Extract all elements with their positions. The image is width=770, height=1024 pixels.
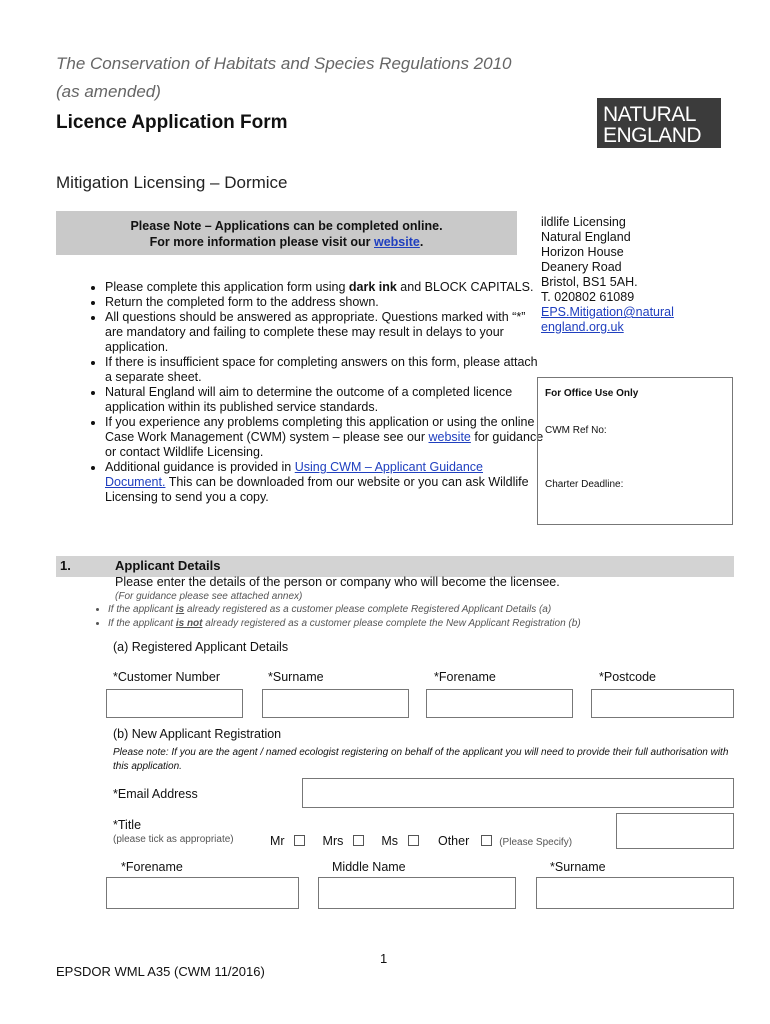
- address-line: ildlife Licensing: [541, 215, 626, 229]
- other-checkbox[interactable]: [481, 835, 492, 846]
- logo-line-1: NATURAL: [603, 103, 696, 126]
- list-item: • Return the completed form to the address shown.: [105, 295, 545, 310]
- middle-name-input[interactable]: [318, 877, 516, 909]
- new-forename-input[interactable]: [106, 877, 299, 909]
- customer-number-label: *Customer Number: [113, 670, 220, 684]
- registered-applicant-heading: (a) Registered Applicant Details: [113, 640, 289, 654]
- office-use-title: For Office Use Only: [545, 388, 639, 399]
- natural-england-logo: [597, 98, 721, 148]
- regulation-amended: (as amended): [56, 82, 161, 101]
- please-specify-label: (Please Specify): [499, 837, 573, 848]
- mr-checkbox[interactable]: [294, 835, 305, 846]
- list-item: • Natural England will aim to determine the outcome of a completed licence application within its published service standards.: [105, 385, 545, 415]
- form-code: EPSDOR WML A35 (CWM 11/2016): [56, 964, 265, 979]
- list-item: • Please complete this application form using dark ink and BLOCK CAPITALS.: [105, 280, 545, 295]
- page-number: 1: [380, 951, 388, 966]
- surname-input[interactable]: [262, 689, 409, 718]
- regulation-title: The Conservation of Habitats and Species Regulations 2010: [56, 54, 512, 73]
- mr-label: Mr: [270, 834, 285, 848]
- customer-number-input[interactable]: [106, 689, 243, 718]
- forename-label: *Forename: [434, 670, 496, 684]
- guidance-list: [78, 603, 581, 631]
- cwm-ref-label: CWM Ref No:: [545, 425, 607, 436]
- office-use-box: [537, 377, 733, 525]
- postcode-input[interactable]: [591, 689, 734, 718]
- other-title-input[interactable]: [616, 813, 734, 849]
- list-item: • If the applicant is not already registered as a customer please complete the New Applicant Registration (b): [108, 617, 581, 631]
- forename-input[interactable]: [426, 689, 573, 718]
- form-subtitle: Mitigation Licensing – Dormice: [56, 173, 288, 192]
- agent-note: Please note: If you are the agent / named ecologist registering on behalf of the applicant you will need to provide their full authorisation with this application.: [113, 747, 729, 772]
- new-applicant-heading: (b) New Applicant Registration: [113, 727, 282, 741]
- middle-name-label: Middle Name: [332, 860, 406, 874]
- email-label: *Email Address: [113, 787, 198, 801]
- new-forename-label: *Forename: [121, 860, 183, 874]
- other-label: Other: [437, 834, 470, 848]
- note-line-1: Please Note – Applications can be completed online.: [130, 219, 443, 233]
- section-description: Please enter the details of the person or company who will become the licensee.: [115, 575, 560, 589]
- guidance-note: (For guidance please see attached annex): [115, 591, 303, 602]
- note-line-2: For more information please visit our website.: [149, 235, 424, 249]
- list-item: • Additional guidance is provided in Using CWM – Applicant Guidance Document. This can be downloaded from our website or you can ask Wildlife Licensing to send you a copy.: [105, 460, 545, 505]
- website-link[interactable]: website: [374, 235, 420, 249]
- section-number: 1.: [60, 558, 71, 573]
- form-title: Licence Application Form: [56, 112, 288, 133]
- phone-number: T. 020802 61089: [541, 290, 635, 304]
- contact-address: [541, 215, 674, 335]
- address-line: Horizon House: [541, 245, 624, 259]
- website-link[interactable]: website: [428, 430, 471, 444]
- new-surname-input[interactable]: [536, 877, 734, 909]
- ms-checkbox[interactable]: [408, 835, 419, 846]
- instructions-list: [72, 280, 545, 505]
- list-item: • If there is insufficient space for completing answers on this form, please attach a separate sheet.: [105, 355, 545, 385]
- postcode-label: *Postcode: [599, 670, 656, 684]
- ms-label: Ms: [381, 834, 399, 848]
- list-item: • All questions should be answered as appropriate. Questions marked with “*” are mandatory and failing to complete these may result in delays to your application.: [105, 310, 545, 355]
- address-line: Bristol, BS1 5AH.: [541, 275, 638, 289]
- list-item: • If the applicant is already registered as a customer please complete Registered Applicant Details (a): [108, 603, 581, 617]
- online-note-box: [56, 211, 517, 255]
- email-input[interactable]: [302, 778, 734, 808]
- address-line: Deanery Road: [541, 260, 622, 274]
- surname-label: *Surname: [268, 670, 324, 684]
- new-surname-label: *Surname: [550, 860, 606, 874]
- tick-hint: (please tick as appropriate): [113, 834, 234, 845]
- section-title: Applicant Details: [115, 558, 221, 573]
- logo-line-2: ENGLAND: [603, 124, 702, 147]
- mrs-label: Mrs: [322, 834, 344, 848]
- address-line: Natural England: [541, 230, 631, 244]
- title-options: [270, 834, 572, 848]
- guidance-link[interactable]: Using CWM – Applicant Guidance Document.: [105, 460, 483, 489]
- email-link[interactable]: EPS.Mitigation@natural england.org.uk: [541, 305, 674, 334]
- list-item: • If you experience any problems completing this application or using the online Case Work Management (CWM) system – please see our website for guidance or contact Wildlife Licensing.: [105, 415, 545, 460]
- mrs-checkbox[interactable]: [353, 835, 364, 846]
- title-label: *Title: [113, 818, 142, 832]
- charter-deadline-label: Charter Deadline:: [545, 479, 624, 490]
